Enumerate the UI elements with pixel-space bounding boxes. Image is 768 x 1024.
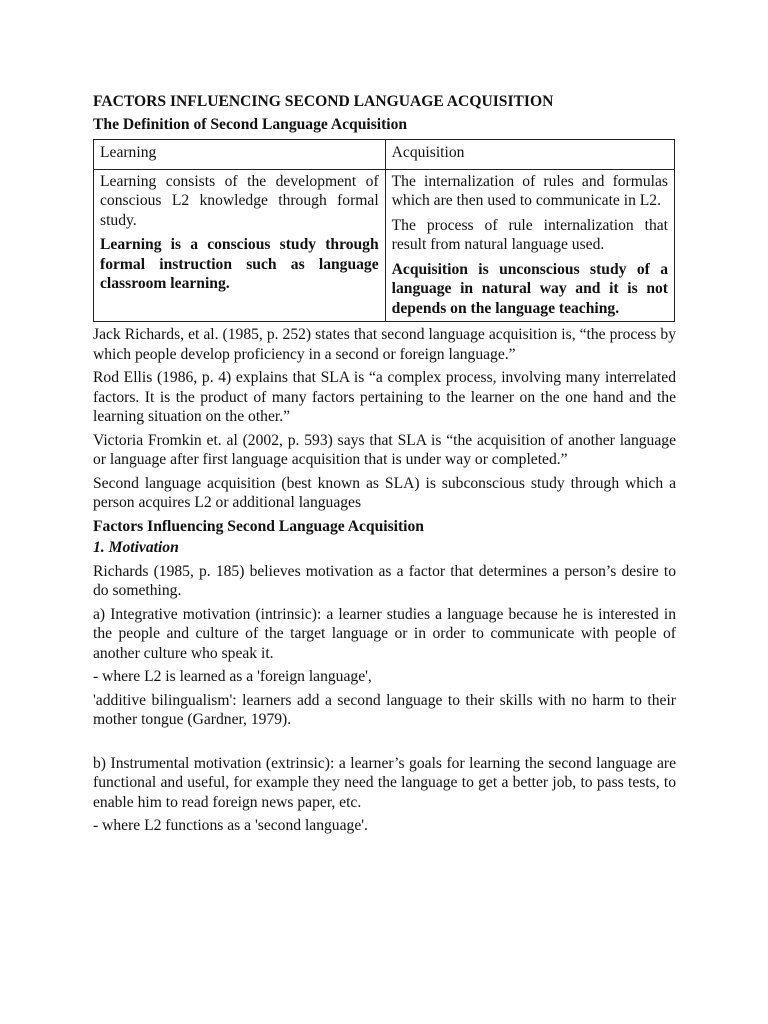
learning-cell	[94, 169, 386, 322]
motivation-heading: 1. Motivation	[93, 539, 179, 556]
paragraph-ellis-quote: Rod Ellis (1986, p. 4) explains that SLA is “a complex process, involving many interrelated factors. It is the product of many factors pertaining to the learner on the one hand and the learning situation on the other.”	[93, 369, 676, 425]
table-header-learning: Learning	[94, 140, 386, 170]
table-header-acquisition: Acquisition	[385, 140, 674, 170]
factors-heading: Factors Influencing Second Language Acquisition	[93, 517, 424, 535]
paragraph-fromkin-quote: Victoria Fromkin et. al (2002, p. 593) says that SLA is “the acquisition of another language or language after first language acquisition that is under way or completed.”	[93, 431, 676, 468]
paragraph-richards-quote: Jack Richards, et al. (1985, p. 252) states that second language acquisition is, “the process by which people develop proficiency in a second or foreign language.”	[93, 326, 676, 363]
learning-definition: Learning consists of the development of conscious L2 knowledge through formal study.	[100, 172, 379, 229]
paragraph-instrumental-motivation: b) Instrumental motivation (extrinsic): a learner’s goals for learning the second language are functional and useful, for example they need the language to get a better job, to pass tests, to enable him to read foreign news paper, etc.	[93, 754, 676, 811]
acquisition-cell	[385, 169, 674, 322]
acquisition-process: The process of rule internalization that result from natural language used.	[391, 216, 668, 253]
table-header-row	[94, 140, 675, 170]
paragraph-foreign-language: - where L2 is learned as a 'foreign language',	[93, 668, 372, 685]
acquisition-summary: Acquisition is unconscious study of a language in natural way and it is not depends on the language teaching.	[391, 260, 668, 317]
paragraph-second-language: - where L2 functions as a 'second language'.	[93, 817, 368, 834]
definition-table	[93, 139, 675, 322]
table-row	[94, 169, 675, 322]
paragraph-integrative-motivation: a) Integrative motivation (intrinsic): a learner studies a language because he is interested in the people and culture of the target language or in order to communicate with people of another culture who speak it.	[93, 605, 676, 662]
definition-subtitle: The Definition of Second Language Acquisition	[93, 116, 408, 133]
paragraph-motivation-definition: Richards (1985, p. 185) believes motivation as a factor that determines a person’s desire to do something.	[93, 562, 676, 599]
document-title: FACTORS INFLUENCING SECOND LANGUAGE ACQUISITION	[93, 93, 554, 110]
paragraph-sla-summary: Second language acquisition (best known as SLA) is subconscious study through which a person acquires L2 or additional languages	[93, 474, 676, 511]
paragraph-additive-bilingualism: 'additive bilingualism': learners add a second language to their skills with no harm to their mother tongue (Gardner, 1979).	[93, 691, 676, 728]
acquisition-definition: The internalization of rules and formulas which are then used to communicate in L2.	[391, 172, 668, 209]
learning-summary: Learning is a conscious study through formal instruction such as language classroom learning.	[100, 236, 379, 292]
